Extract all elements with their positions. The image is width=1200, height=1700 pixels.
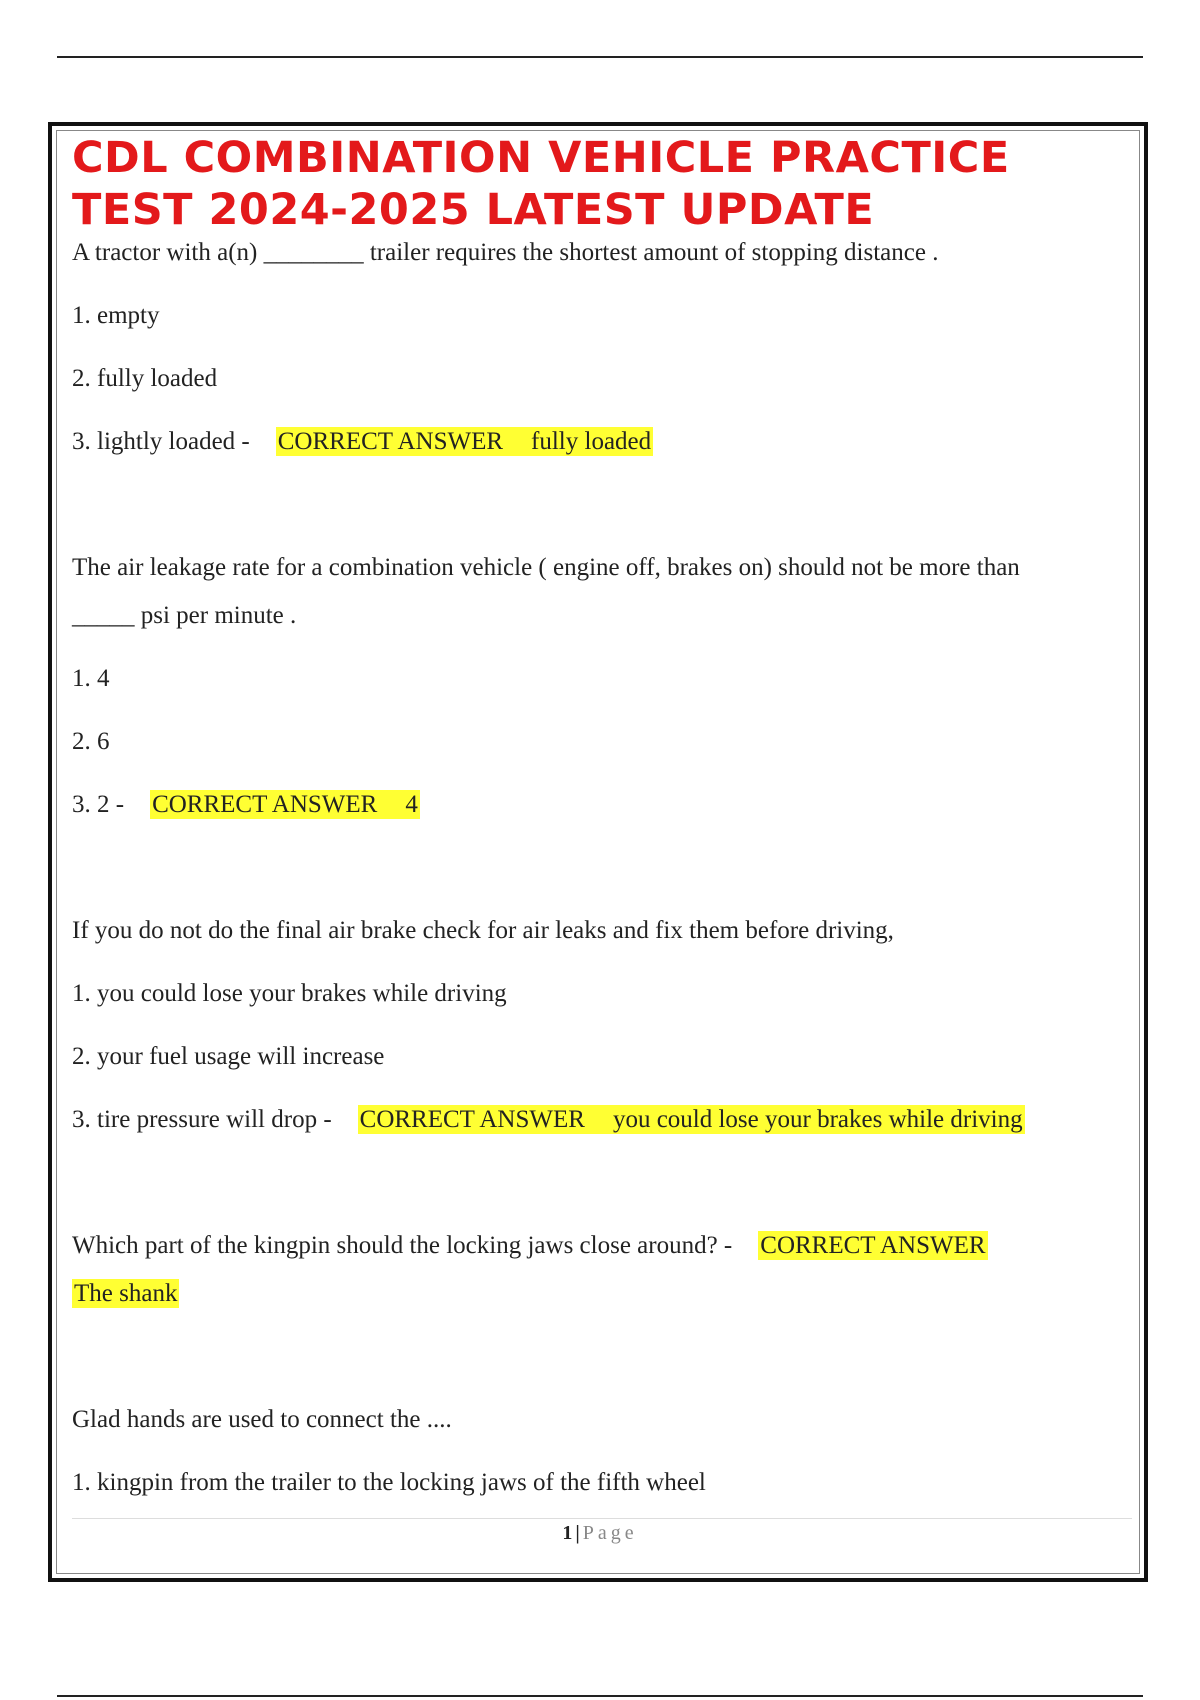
footer-separator: | [575, 1522, 580, 1544]
document-header [72, 132, 1132, 236]
question-5-stem: Glad hands are used to connect the .... [72, 1406, 452, 1433]
question-3-answer [358, 1105, 1025, 1134]
page-label: Page [582, 1522, 638, 1544]
question-3-option-3: 3. tire pressure will drop - [72, 1106, 332, 1133]
question-2-option-3-row [72, 790, 420, 820]
question-2-stem-line-1: The air leakage rate for a combination vehicle ( engine off, brakes on) should not be more than [72, 554, 1020, 581]
question-2-option-1: 1. 4 [72, 665, 110, 692]
question-1-option-3: 3. lightly loaded - [72, 428, 250, 455]
question-1-option-1: 1. empty [72, 302, 160, 329]
question-1-option-3-row [72, 427, 653, 457]
answer-label: CORRECT ANSWER [359, 1106, 585, 1133]
question-4-stem-row [72, 1231, 988, 1261]
question-2-option-2: 2. 6 [72, 728, 110, 755]
page-footer [0, 1522, 1200, 1545]
answer-label: CORRECT ANSWER [760, 1232, 986, 1259]
page-number: 1 [562, 1522, 573, 1544]
footer-rule [72, 1518, 1132, 1519]
answer-value: 4 [405, 791, 418, 818]
question-1-option-2: 2. fully loaded [72, 365, 218, 392]
question-2-stem-line-2: _____ psi per minute . [72, 602, 297, 629]
answer-value: you could lose your brakes while driving [612, 1106, 1023, 1133]
question-3-option-3-row [72, 1105, 1025, 1135]
question-4-stem: Which part of the kingpin should the locking jaws close around? - [72, 1232, 733, 1259]
page-frame-inner [56, 130, 1140, 1574]
title-line-2: TEST 2024-2025 LATEST UPDATE [72, 185, 875, 235]
answer-label: CORRECT ANSWER [277, 428, 504, 455]
question-3-option-2: 2. your fuel usage will increase [72, 1043, 385, 1070]
bottom-rule [57, 1695, 1143, 1697]
answer-label: CORRECT ANSWER [152, 791, 378, 818]
question-4-answer: The shank [74, 1280, 178, 1307]
question-1-stem: A tractor with a(n) ________ trailer requires the shortest amount of stopping distance . [72, 239, 939, 266]
question-4-answer-row [72, 1279, 179, 1309]
question-2-option-3: 3. 2 - [72, 791, 125, 818]
question-3-stem: If you do not do the final air brake check for air leaks and fix them before driving, [72, 917, 894, 944]
question-3-option-1: 1. you could lose your brakes while driving [72, 980, 507, 1007]
question-2-answer [150, 790, 420, 819]
top-rule [57, 56, 1143, 58]
page-frame [48, 122, 1148, 1582]
title-line-1: CDL COMBINATION VEHICLE PRACTICE [72, 133, 1010, 183]
question-5-option-1: 1. kingpin from the trailer to the locking jaws of the fifth wheel [72, 1469, 706, 1496]
question-1-answer [276, 427, 653, 456]
document-title [72, 132, 1132, 236]
answer-value: fully loaded [531, 428, 652, 455]
